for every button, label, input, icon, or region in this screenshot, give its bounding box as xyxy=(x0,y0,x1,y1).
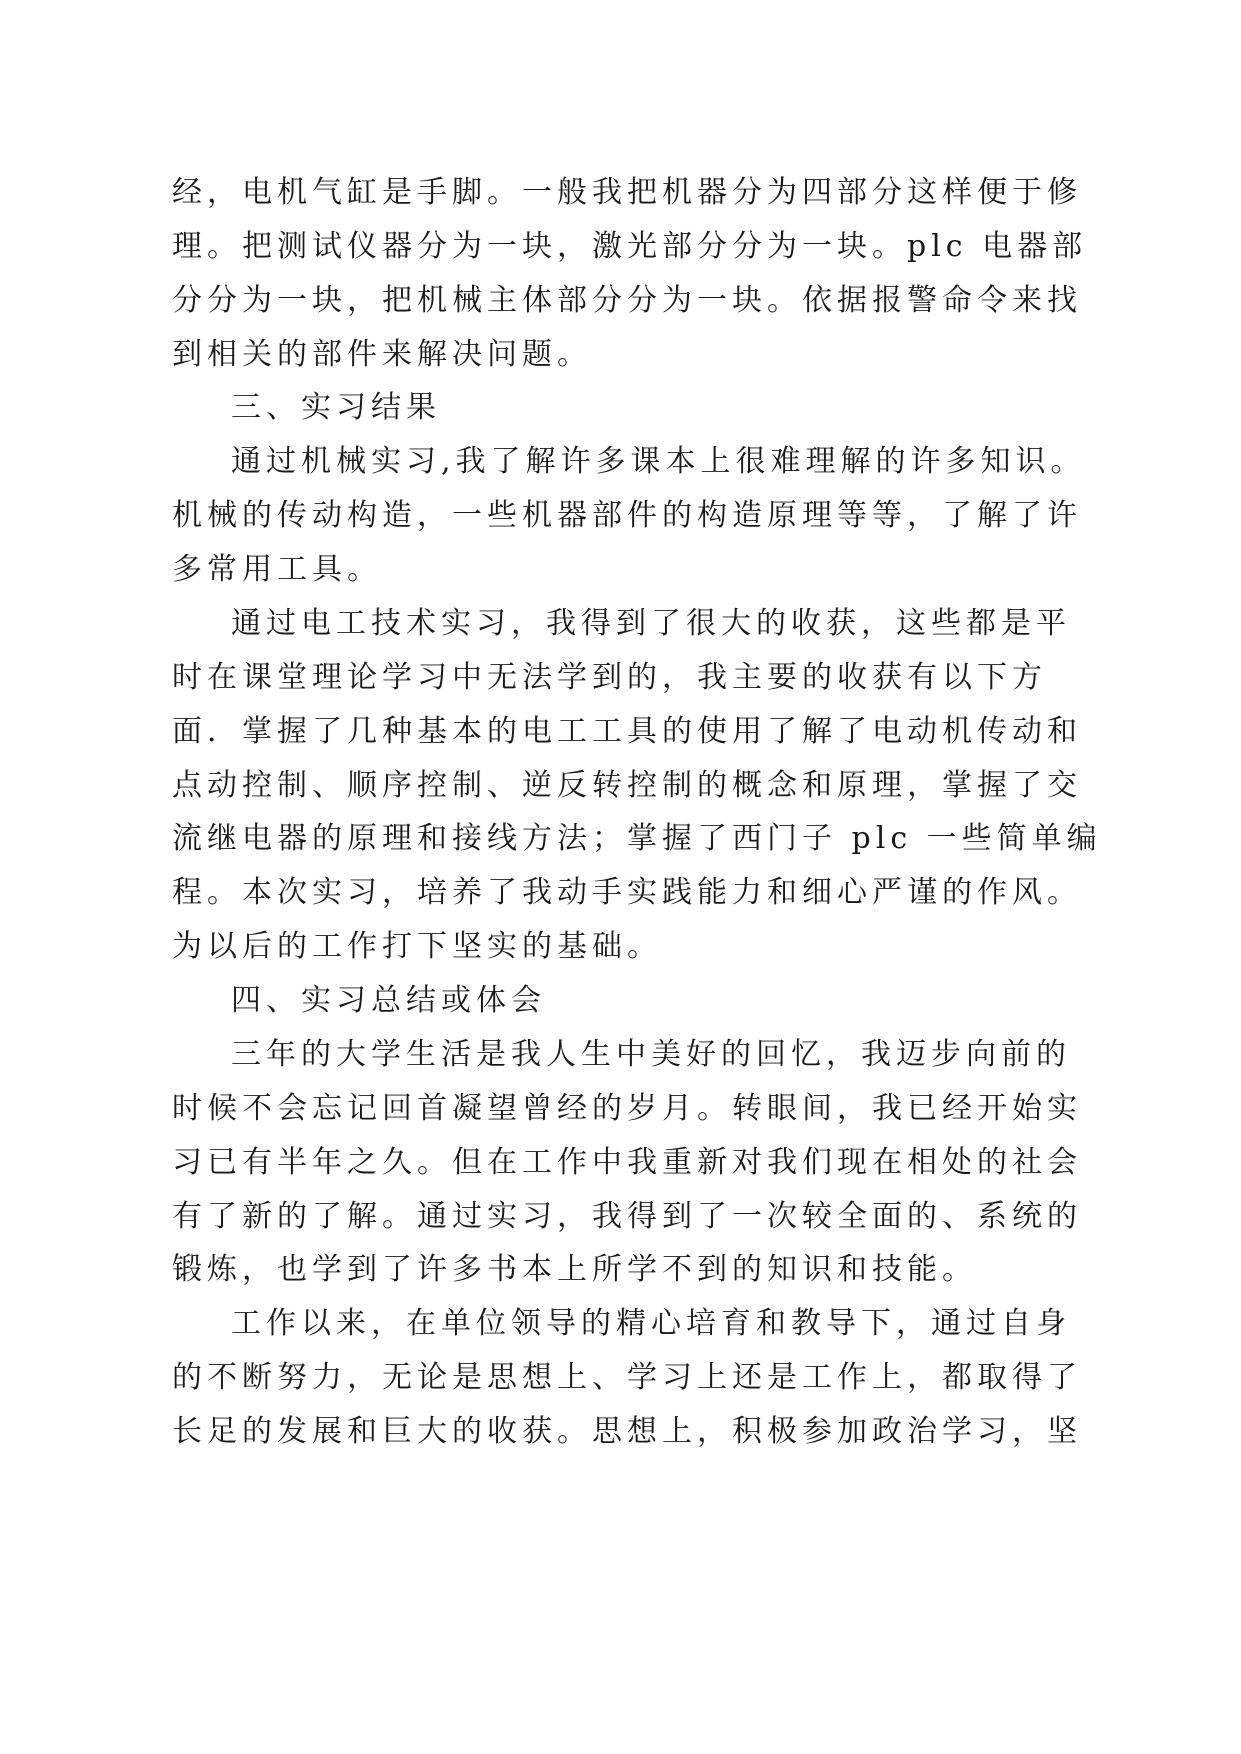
text-line: 机械的传动构造，一些机器部件的构造原理等等，了解了许 xyxy=(172,498,1082,533)
text-line: 多常用工具。 xyxy=(172,552,382,587)
text-line: 时候不会忘记回首凝望曾经的岁月。转眼间，我已经开始实 xyxy=(172,1091,1082,1126)
text-line: 点动控制、顺序控制、逆反转控制的概念和原理，掌握了交 xyxy=(172,768,1082,803)
text-line: 为以后的工作打下坚实的基础。 xyxy=(172,929,662,964)
text-line: 程。本次实习，培养了我动手实践能力和细心严谨的作风。 xyxy=(172,875,1082,910)
text-line: 的不断努力，无论是思想上、学习上还是工作上，都取得了 xyxy=(172,1360,1082,1395)
text-line: 经，电机气缸是手脚。一般我把机器分为四部分这样便于修 xyxy=(172,175,1082,210)
text-line: 通过机械实习,我了解许多课本上很难理解的许多知识。 xyxy=(231,444,1086,479)
text-line: 流继电器的原理和接线方法；掌握了西门子 plc 一些简单编 xyxy=(172,821,1102,856)
text-line: 时在课堂理论学习中无法学到的，我主要的收获有以下方 xyxy=(172,660,1047,695)
text-line: 理。把测试仪器分为一块，激光部分分为一块。plc 电器部 xyxy=(172,229,1088,264)
text-line: 面．掌握了几种基本的电工工具的使用了解了电动机传动和 xyxy=(172,714,1082,749)
text-line: 习已有半年之久。但在工作中我重新对我们现在相处的社会 xyxy=(172,1145,1082,1180)
text-line: 锻炼，也学到了许多书本上所学不到的知识和技能。 xyxy=(172,1252,977,1287)
text-line: 长足的发展和巨大的收获。思想上，积极参加政治学习，坚 xyxy=(172,1414,1082,1449)
section-heading: 三、实习结果 xyxy=(231,390,441,425)
text-line: 三年的大学生活是我人生中美好的回忆，我迈步向前的 xyxy=(231,1037,1071,1072)
section-heading: 四、实习总结或体会 xyxy=(231,983,546,1018)
text-line: 到相关的部件来解决问题。 xyxy=(172,337,592,372)
text-line: 通过电工技术实习，我得到了很大的收获，这些都是平 xyxy=(231,606,1071,641)
text-line: 有了新的了解。通过实习，我得到了一次较全面的、系统的 xyxy=(172,1199,1082,1234)
text-line: 分分为一块，把机械主体部分分为一块。依据报警命令来找 xyxy=(172,283,1082,318)
text-line: 工作以来，在单位领导的精心培育和教导下，通过自身 xyxy=(231,1306,1071,1341)
